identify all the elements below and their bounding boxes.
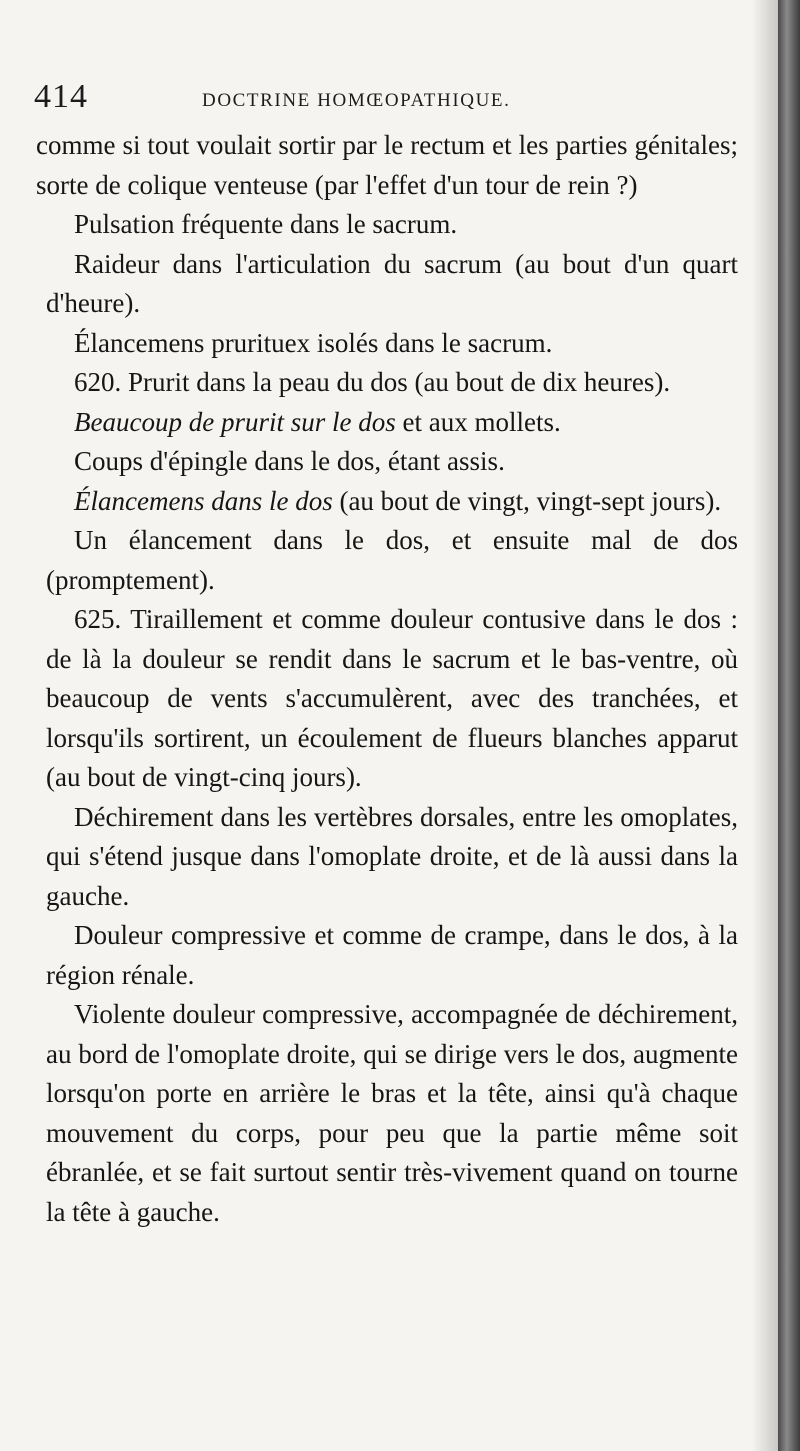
page-header xyxy=(34,78,739,122)
symptom-entry: Beaucoup de prurit sur le dos et aux mollets. xyxy=(74,406,561,437)
italic-phrase: Beaucoup de prurit sur le dos xyxy=(74,406,396,437)
symptom-entry: Un élancement dans le dos, et ensuite mal de dos (promptement). xyxy=(46,525,738,595)
symptom-entry: Raideur dans l'articulation du sacrum (au bout d'un quart d'heure). xyxy=(46,248,738,318)
symptom-entry: Coups d'épingle dans le dos, étant assis. xyxy=(74,446,505,476)
symptom-entry: Douleur compressive et comme de crampe, dans le dos, à la région rénale. xyxy=(46,920,738,990)
symptom-entry: Violente douleur compressive, accompagnée de déchirement, au bord de l'omoplate droite, qui se dirige vers le dos, augmente lorsqu'on porte en arrière le bras et la tête, ainsi qu'à chaque mouvement du corps, pour peu que la partie même soit ébranlée, et se fait surtout sentir très-vivement quand on tourne la tête à gauche. xyxy=(46,999,738,1227)
page-number: 414 xyxy=(34,78,88,115)
italic-phrase: Élancemens dans le dos xyxy=(74,485,333,516)
symptom-entry: Élancemens prurituex isolés dans le sacrum. xyxy=(74,327,553,358)
symptom-entry: Pulsation fréquente dans le sacrum. xyxy=(74,209,458,239)
page-body xyxy=(36,126,738,1232)
symptom-entry-625: 625. Tiraillement et comme douleur contusive dans le dos : de là la douleur se rendit dans le sacrum et le bas-ventre, où beaucoup de vents s'accumulèrent, avec des tranchées, et lorsqu'ils sortirent, un écoulement de flueurs blanches apparut (au bout de vingt-cinq jours). xyxy=(46,604,738,792)
running-title: DOCTRINE HOMŒOPATHIQUE. xyxy=(202,90,511,111)
symptom-entry: Élancemens dans le dos (au bout de vingt, vingt-sept jours). xyxy=(74,485,722,516)
paragraph-continuation: comme si tout voulait sortir par le rectum et les parties génitales; sorte de colique venteuse (par l'effet d'un tour de rein ?) xyxy=(36,130,738,200)
book-edge xyxy=(778,0,800,1451)
symptom-entry-620: 620. Prurit dans la peau du dos (au bout de dix heures). xyxy=(74,367,671,397)
symptom-entry: Déchirement dans les vertèbres dorsales, entre les omoplates, qui s'étend jusque dans l'omoplate droite, et de là aussi dans la gauche. xyxy=(46,801,738,911)
